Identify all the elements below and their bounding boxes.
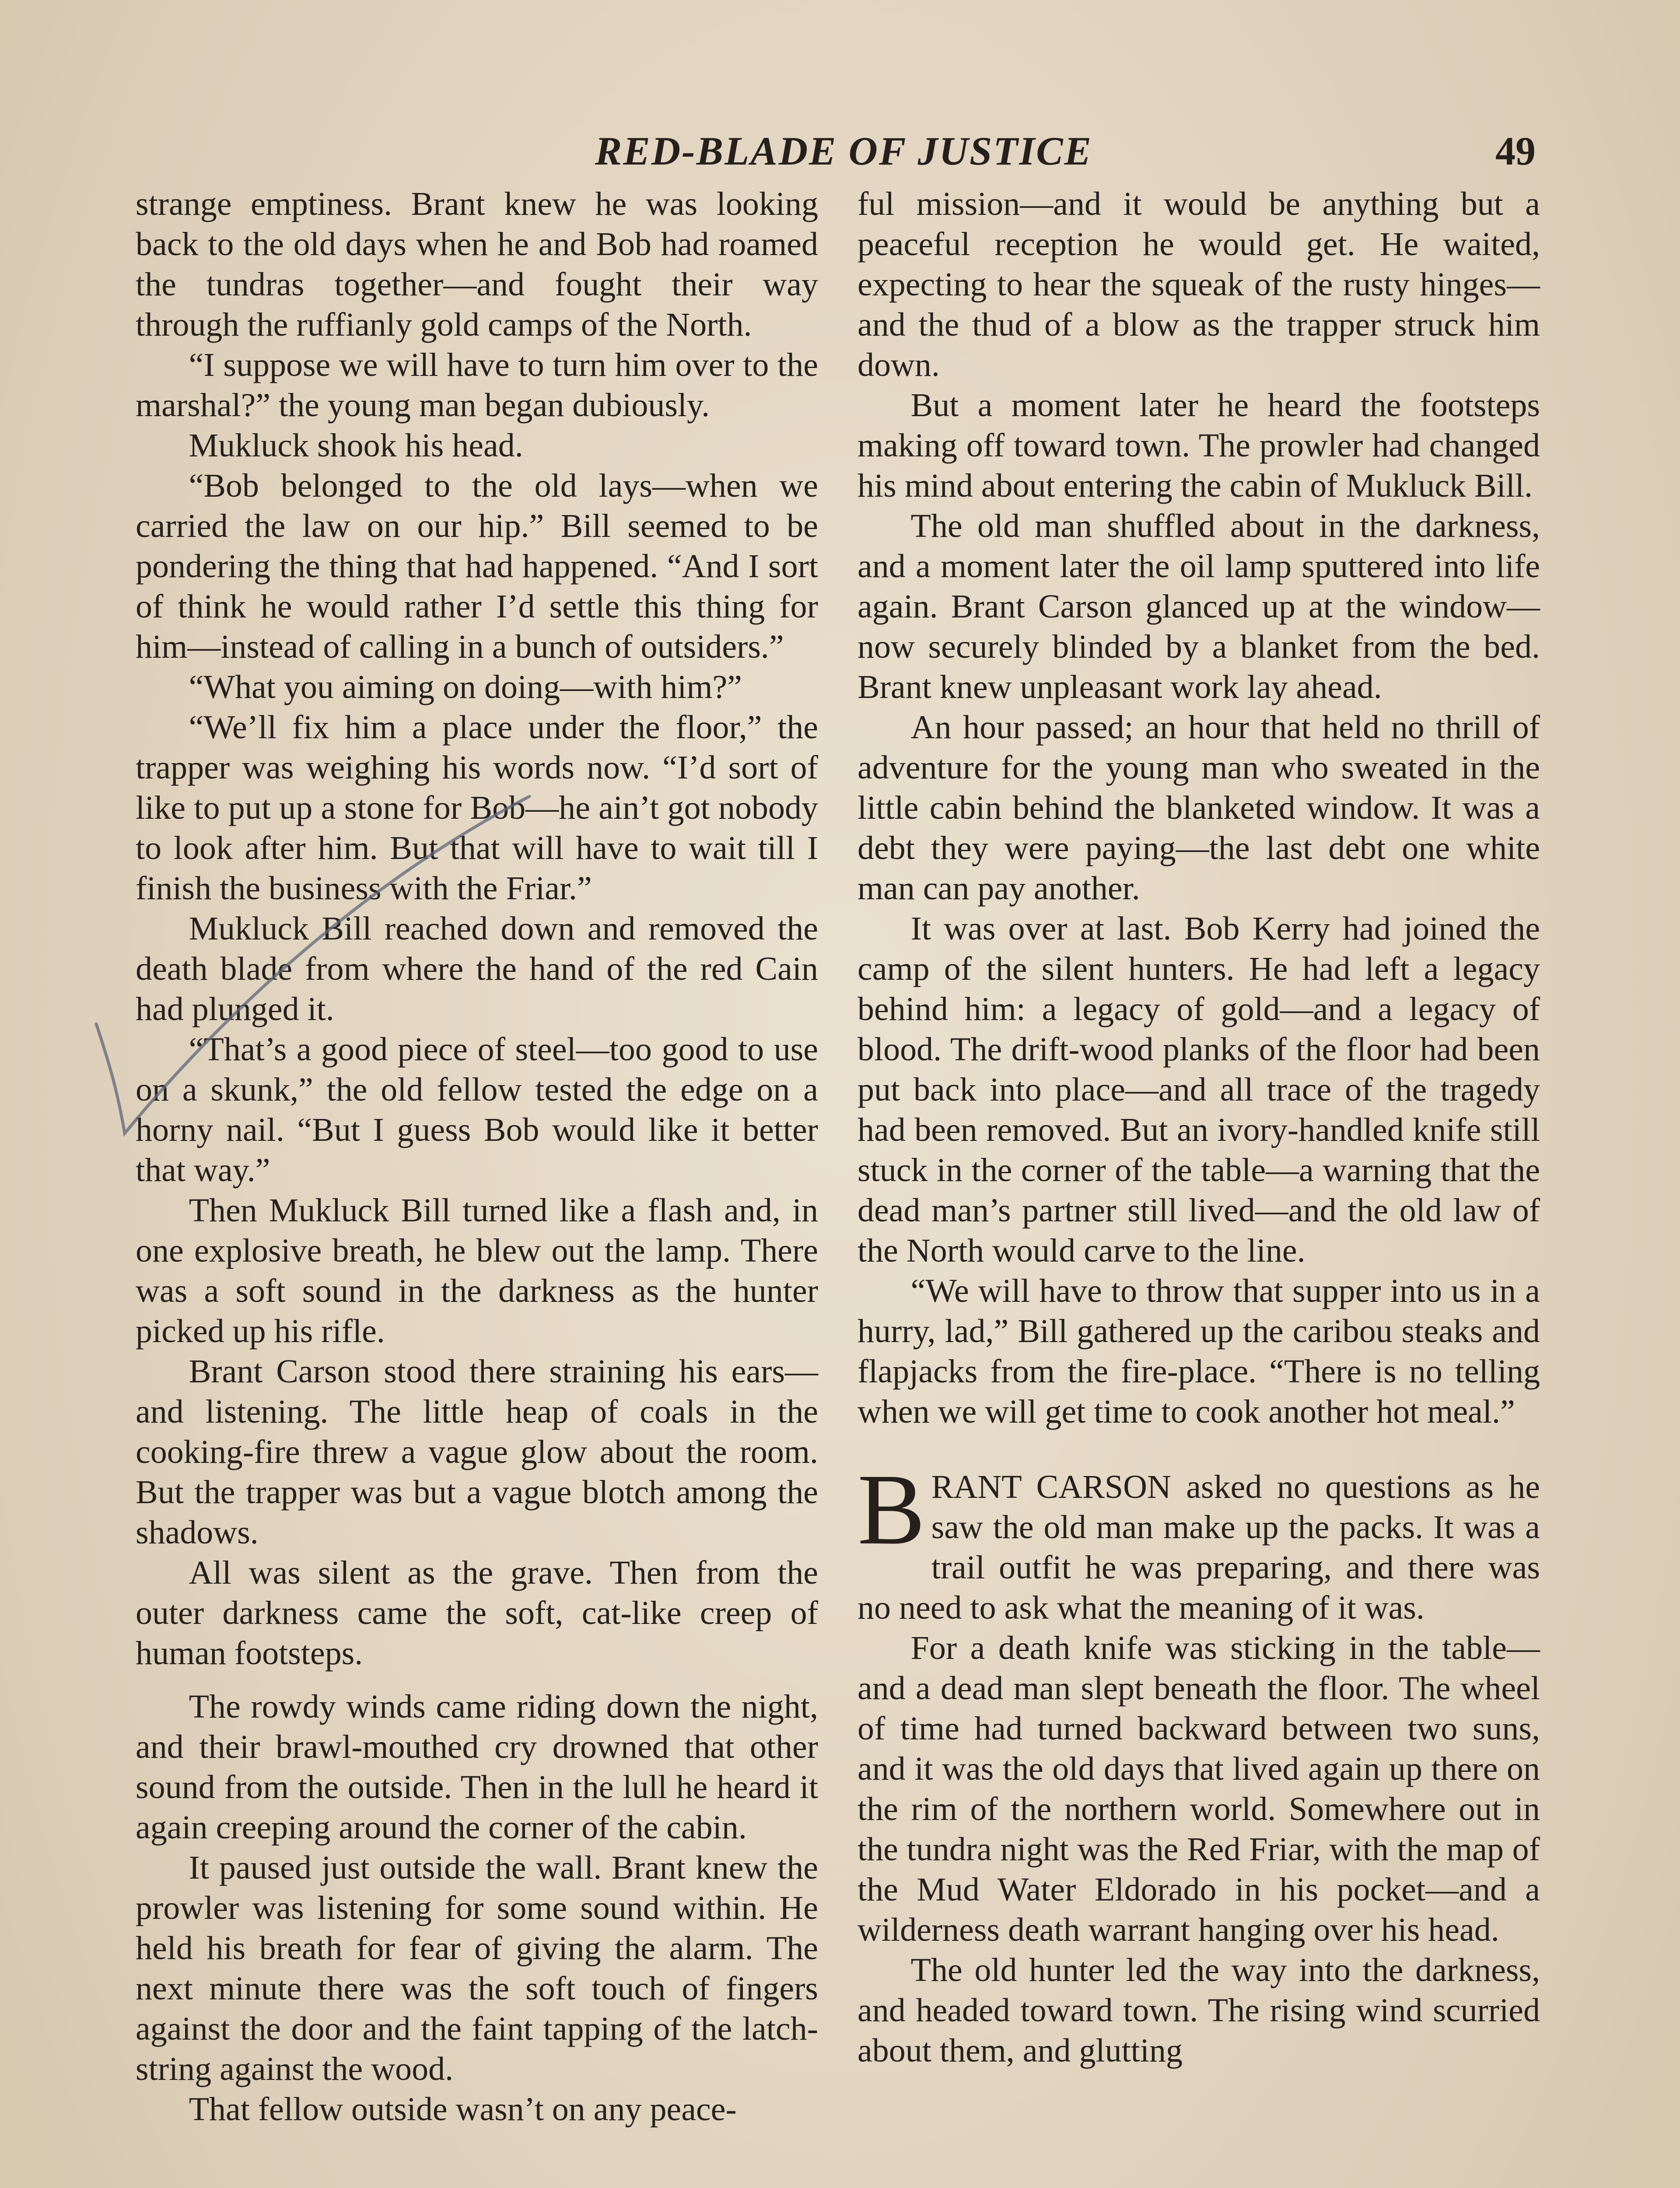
paragraph: The rowdy winds came riding down the night, and their brawl-mouthed cry drowned that other sound from the outside. Then in the lull he heard it again creeping around the corner of the cabin. <box>136 1688 818 1846</box>
paragraph: It was over at last. Bob Kerry had joined the camp of the silent hunters. He had left a legacy behind him: a legacy of gold—and a legacy of blood. The drift-wood planks of the floor had been put back into place—and all trace of the tragedy had been removed. But an ivory-handled knife still stuck in the corner of the table—a warning that the dead man’s partner still lived—and the old law of the North would carve to the line. <box>858 910 1540 1269</box>
paragraph: “We will have to throw that supper into us in a hurry, lad,” Bill gathered up the caribou steaks and flapjacks from the fire-place. “There is no telling when we will get time to cook another hot meal.” <box>858 1273 1540 1430</box>
paragraph: The old man shuffled about in the darkness, and a moment later the oil lamp sputtered into life again. Brant Carson glanced up at the window—now securely blinded by a blanket from the bed. Brant knew unpleasant work lay ahead. <box>858 508 1540 705</box>
paragraph: “I suppose we will have to turn him over to the marshal?” the young man began dubiously. <box>136 347 818 424</box>
paragraph: But a moment later he heard the footsteps making off toward town. The prowler had changed his mind about entering the cabin of Mukluck Bill. <box>858 387 1540 504</box>
running-title: RED-BLADE OF JUSTICE <box>595 129 1093 173</box>
paragraph: “What you aiming on doing—with him?” <box>189 669 742 705</box>
drop-cap-paragraph: BRANT CARSON asked no questions as he saw the old man make up the packs. It was a trail outfit he was preparing, and there was no need to ask what the meaning of it was. <box>858 1453 1540 1626</box>
paragraph: It paused just outside the wall. Brant knew the prowler was listening for some sound within. He held his breath for fear of giving the alarm. The next minute there was the soft touch of fingers against the door and the faint tapping of the latch-string against the wood. <box>136 1849 818 2087</box>
paragraph: “We’ll fix him a place under the floor,” the trapper was weighing his words now. “I’d sort of like to put up a stone for Bob—he ain’t got nobody to look after him. But that will have to wait till I finish the business with the Friar.” <box>136 709 818 907</box>
paragraph: Mukluck shook his head. <box>189 427 523 464</box>
paragraph: ful mission—and it would be anything but a peaceful reception he would get. He waited, expecting to hear the squeak of the rusty hinges—and the thud of a blow as the trapper struck him down. <box>858 186 1540 383</box>
paragraph: Mukluck Bill reached down and removed the death blade from where the hand of the red Cain had plunged it. <box>136 910 818 1027</box>
paragraph: “Bob belonged to the old lays—when we carried the law on our hip.” Bill seemed to be pondering the thing that had happened. “And I sort of think he would rather I’d settle this thing for him—instead of calling in a bunch of outsiders.” <box>136 467 818 665</box>
paragraph: Brant Carson stood there straining his ears—and listening. The little heap of coals in the cooking-fire threw a vague glow about the room. But the trapper was but a vague blotch among the shadows. <box>136 1353 818 1551</box>
paragraph: The old hunter led the way into the darkness, and headed toward town. The rising wind scurried about them, and glutting <box>858 1952 1540 2069</box>
pencil-check-mark <box>83 779 564 1173</box>
paragraph: An hour passed; an hour that held no thrill of adventure for the young man who sweated in the little cabin behind the blanketed window. It was a debt they were paying—the last debt one white man can pay another. <box>858 709 1540 907</box>
page-number: 49 <box>1495 129 1536 173</box>
paragraph: That fellow outside wasn’t on any peace- <box>189 2091 737 2128</box>
paragraph: All was silent as the grave. Then from the outer darkness came the soft, cat-like creep of human footsteps. <box>136 1554 818 1672</box>
paragraph: For a death knife was sticking in the table—and a dead man slept beneath the floor. The wheel of time had turned backward between two suns, and it was the old days that lived again up there on the rim of the northern world. Somewhere out in the tundra night was the Red Friar, with the map of the Mud Water Eldorado in his pocket—and a wilderness death warrant hanging over his head. <box>858 1630 1540 1948</box>
paragraph: Then Mukluck Bill turned like a flash and, in one explosive breath, he blew out the lamp. There was a soft sound in the darkness as the hunter picked up his rifle. <box>136 1192 818 1350</box>
paragraph: strange emptiness. Brant knew he was looking back to the old days when he and Bob had roamed the tundras together—and fought their way through the ruffianly gold camps of the North. <box>136 186 818 343</box>
paragraph: “That’s a good piece of steel—too good to use on a skunk,” the old fellow tested the edge on a horny nail. “But I guess Bob would like it better that way.” <box>136 1031 818 1189</box>
right-column <box>858 184 1540 2071</box>
